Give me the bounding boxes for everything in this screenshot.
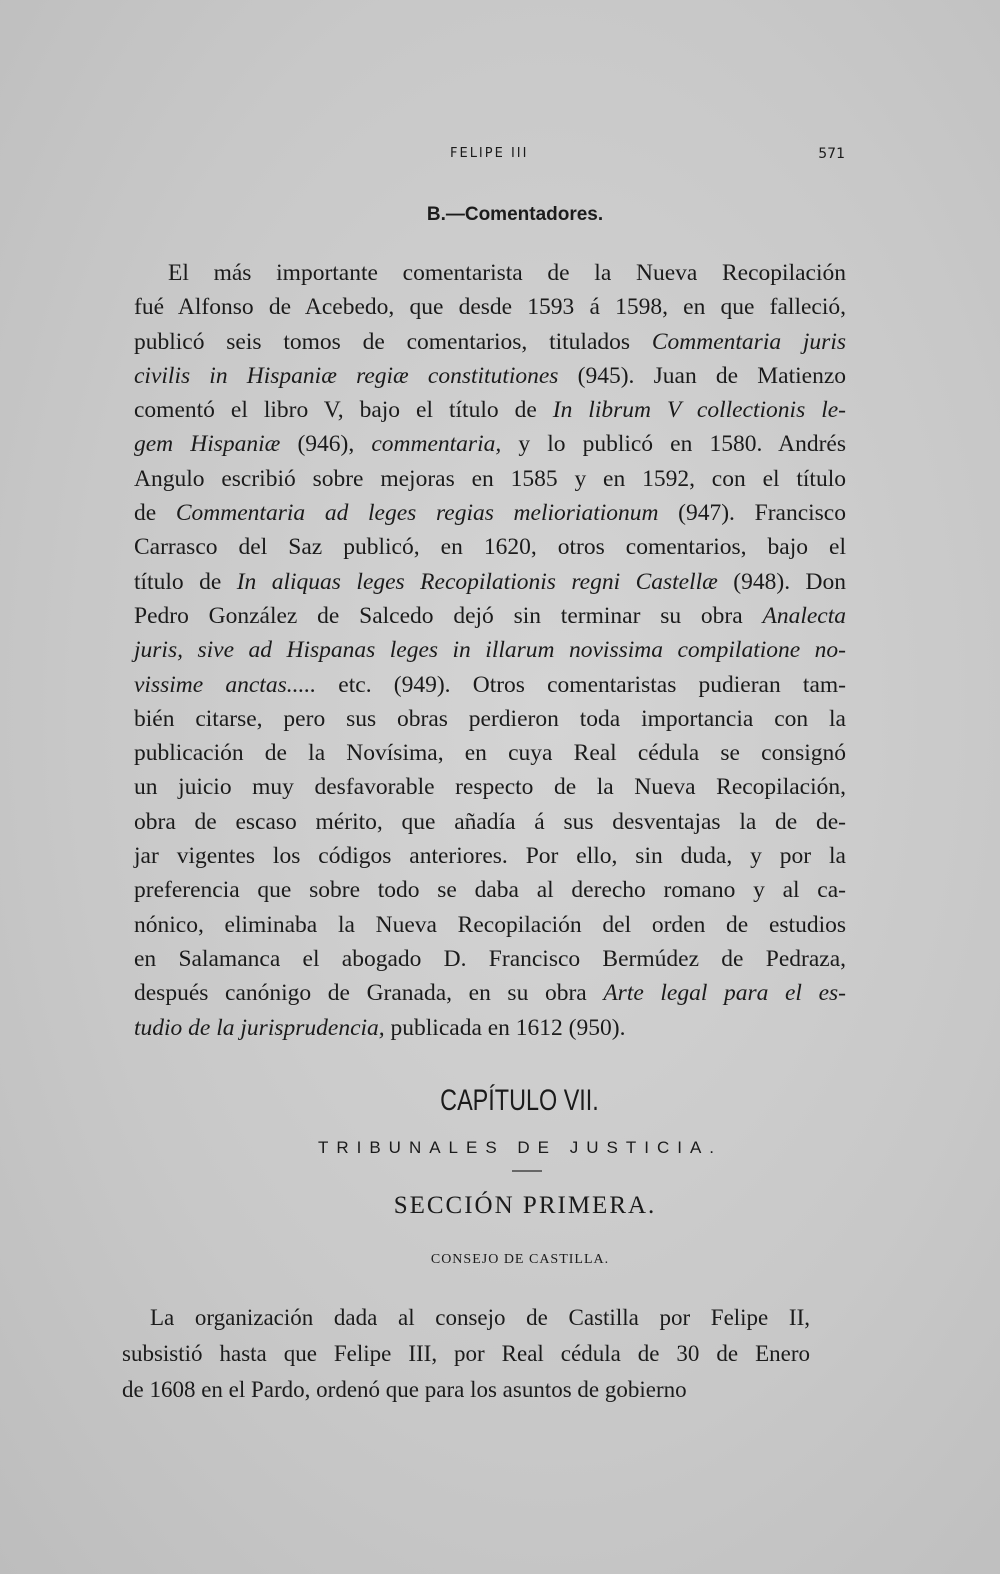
italic-text: commentaria, xyxy=(371,431,502,458)
text-line xyxy=(134,736,846,770)
text-run: jar vigentes los códigos anteriores. Por ello, sin duda, y por la xyxy=(134,843,846,870)
text-run: Angulo escribió sobre mejoras en 1585 y en 1592, con el título xyxy=(134,465,846,492)
page-header xyxy=(440,146,845,166)
text-run: después canónigo de Granada, en su obra xyxy=(134,980,604,1007)
text-line xyxy=(134,633,846,667)
text-run: Pedro González de Salcedo dejó sin terminar su obra xyxy=(134,602,763,629)
text-line xyxy=(134,873,846,907)
text-line xyxy=(134,393,846,427)
chapter-title: CAPÍTULO VII. xyxy=(440,1084,599,1117)
italic-text: Commentaria ad leges regias melioriationum xyxy=(175,500,659,527)
text-run: comentó el libro V, bajo el título de xyxy=(134,397,553,424)
text-run: (946), xyxy=(280,431,372,458)
text-line xyxy=(134,359,846,393)
italic-text: In librum V collectionis le- xyxy=(552,397,846,424)
text-line xyxy=(134,1011,846,1045)
text-run: Carrasco del Saz publicó, en 1620, otros comentarios, bajo el xyxy=(134,534,846,561)
text-line xyxy=(122,1300,810,1336)
text-line xyxy=(134,702,846,736)
text-run: (948). Don xyxy=(717,568,846,595)
italic-text: Analecta xyxy=(762,602,846,629)
italic-text: tudio de la jurisprudencia, xyxy=(134,1014,385,1041)
italic-text: Commentaria juris xyxy=(651,328,846,355)
section-subheading: B.—Comentadores. xyxy=(426,204,604,225)
text-run: (945). Juan de Matienzo xyxy=(558,362,846,389)
text-line xyxy=(134,290,846,324)
text-run: (947). Francisco xyxy=(658,500,846,527)
text-line xyxy=(134,976,846,1010)
paragraph-comentadores xyxy=(134,256,846,1045)
text-line xyxy=(134,839,846,873)
text-line xyxy=(134,530,846,564)
section-title: SECCIÓN PRIMERA. xyxy=(393,1192,657,1219)
text-line xyxy=(134,770,846,804)
running-head: FELIPE III xyxy=(450,146,529,161)
text-run: y lo publicó en 1580. Andrés xyxy=(501,431,846,458)
text-run: nónico, eliminaba la Nueva Recopilación del orden de estudios xyxy=(134,911,846,938)
text-run: bién citarse, pero sus obras perdieron toda importancia con la xyxy=(134,705,846,732)
italic-text: juris, sive ad Hispanas leges in illarum novissima compilatione no- xyxy=(134,637,846,664)
section-subtitle: CONSEJO DE CASTILLA. xyxy=(430,1252,610,1267)
text-run: publicación de la Novísima, en cuya Real cédula se consignó xyxy=(134,740,846,767)
text-line xyxy=(122,1372,810,1408)
text-run: etc. (949). Otros comentaristas pudieran tam- xyxy=(316,671,846,698)
italic-text: Arte legal para el es- xyxy=(603,980,846,1007)
page-number: 571 xyxy=(818,146,845,162)
italic-text: gem Hispaniæ xyxy=(134,431,281,458)
paragraph-consejo xyxy=(122,1300,810,1408)
italic-text: In aliquas leges Recopilationis regni Castellæ xyxy=(236,568,718,595)
text-line xyxy=(122,1336,810,1372)
text-run: obra de escaso mérito, que añadía á sus desventajas la de de- xyxy=(134,808,846,835)
text-line xyxy=(134,565,846,599)
text-run: El más importante comentarista de la Nueva Recopilación xyxy=(168,260,846,286)
text-line xyxy=(134,462,846,496)
text-run: La organización dada al consejo de Castilla por Felipe II, xyxy=(150,1305,810,1330)
text-line xyxy=(134,496,846,530)
text-run: publicó seis tomos de comentarios, titulados xyxy=(134,328,652,355)
text-run: de 1608 en el Pardo, ordenó que para los asuntos de gobierno xyxy=(122,1377,687,1402)
text-run: publicada en 1612 (950). xyxy=(384,1014,626,1041)
text-line xyxy=(134,599,846,633)
text-run: subsistió hasta que Felipe III, por Real cédula de 30 de Enero xyxy=(122,1341,810,1366)
text-line xyxy=(134,908,846,942)
italic-text: civilis in Hispaniæ regiæ constitutiones xyxy=(134,362,559,389)
text-line xyxy=(134,256,846,290)
text-run: título de xyxy=(134,568,237,595)
ornament-divider xyxy=(512,1170,542,1172)
text-run: preferencia que sobre todo se daba al derecho romano y al ca- xyxy=(134,877,846,904)
text-line xyxy=(134,668,846,702)
text-line xyxy=(134,427,846,461)
text-run: un juicio muy desfavorable respecto de la Nueva Recopilación, xyxy=(134,774,846,801)
text-run: de xyxy=(134,500,176,527)
text-run: fué Alfonso de Acebedo, que desde 1593 á 1598, en que falleció, xyxy=(134,294,846,321)
text-line xyxy=(134,942,846,976)
chapter-subtitle: TRIBUNALES DE JUSTICIA. xyxy=(317,1138,723,1157)
italic-text: vissime anctas..... xyxy=(134,671,317,698)
text-line xyxy=(134,325,846,359)
text-line xyxy=(134,805,846,839)
text-run: en Salamanca el abogado D. Francisco Bermúdez de Pedraza, xyxy=(134,945,846,972)
